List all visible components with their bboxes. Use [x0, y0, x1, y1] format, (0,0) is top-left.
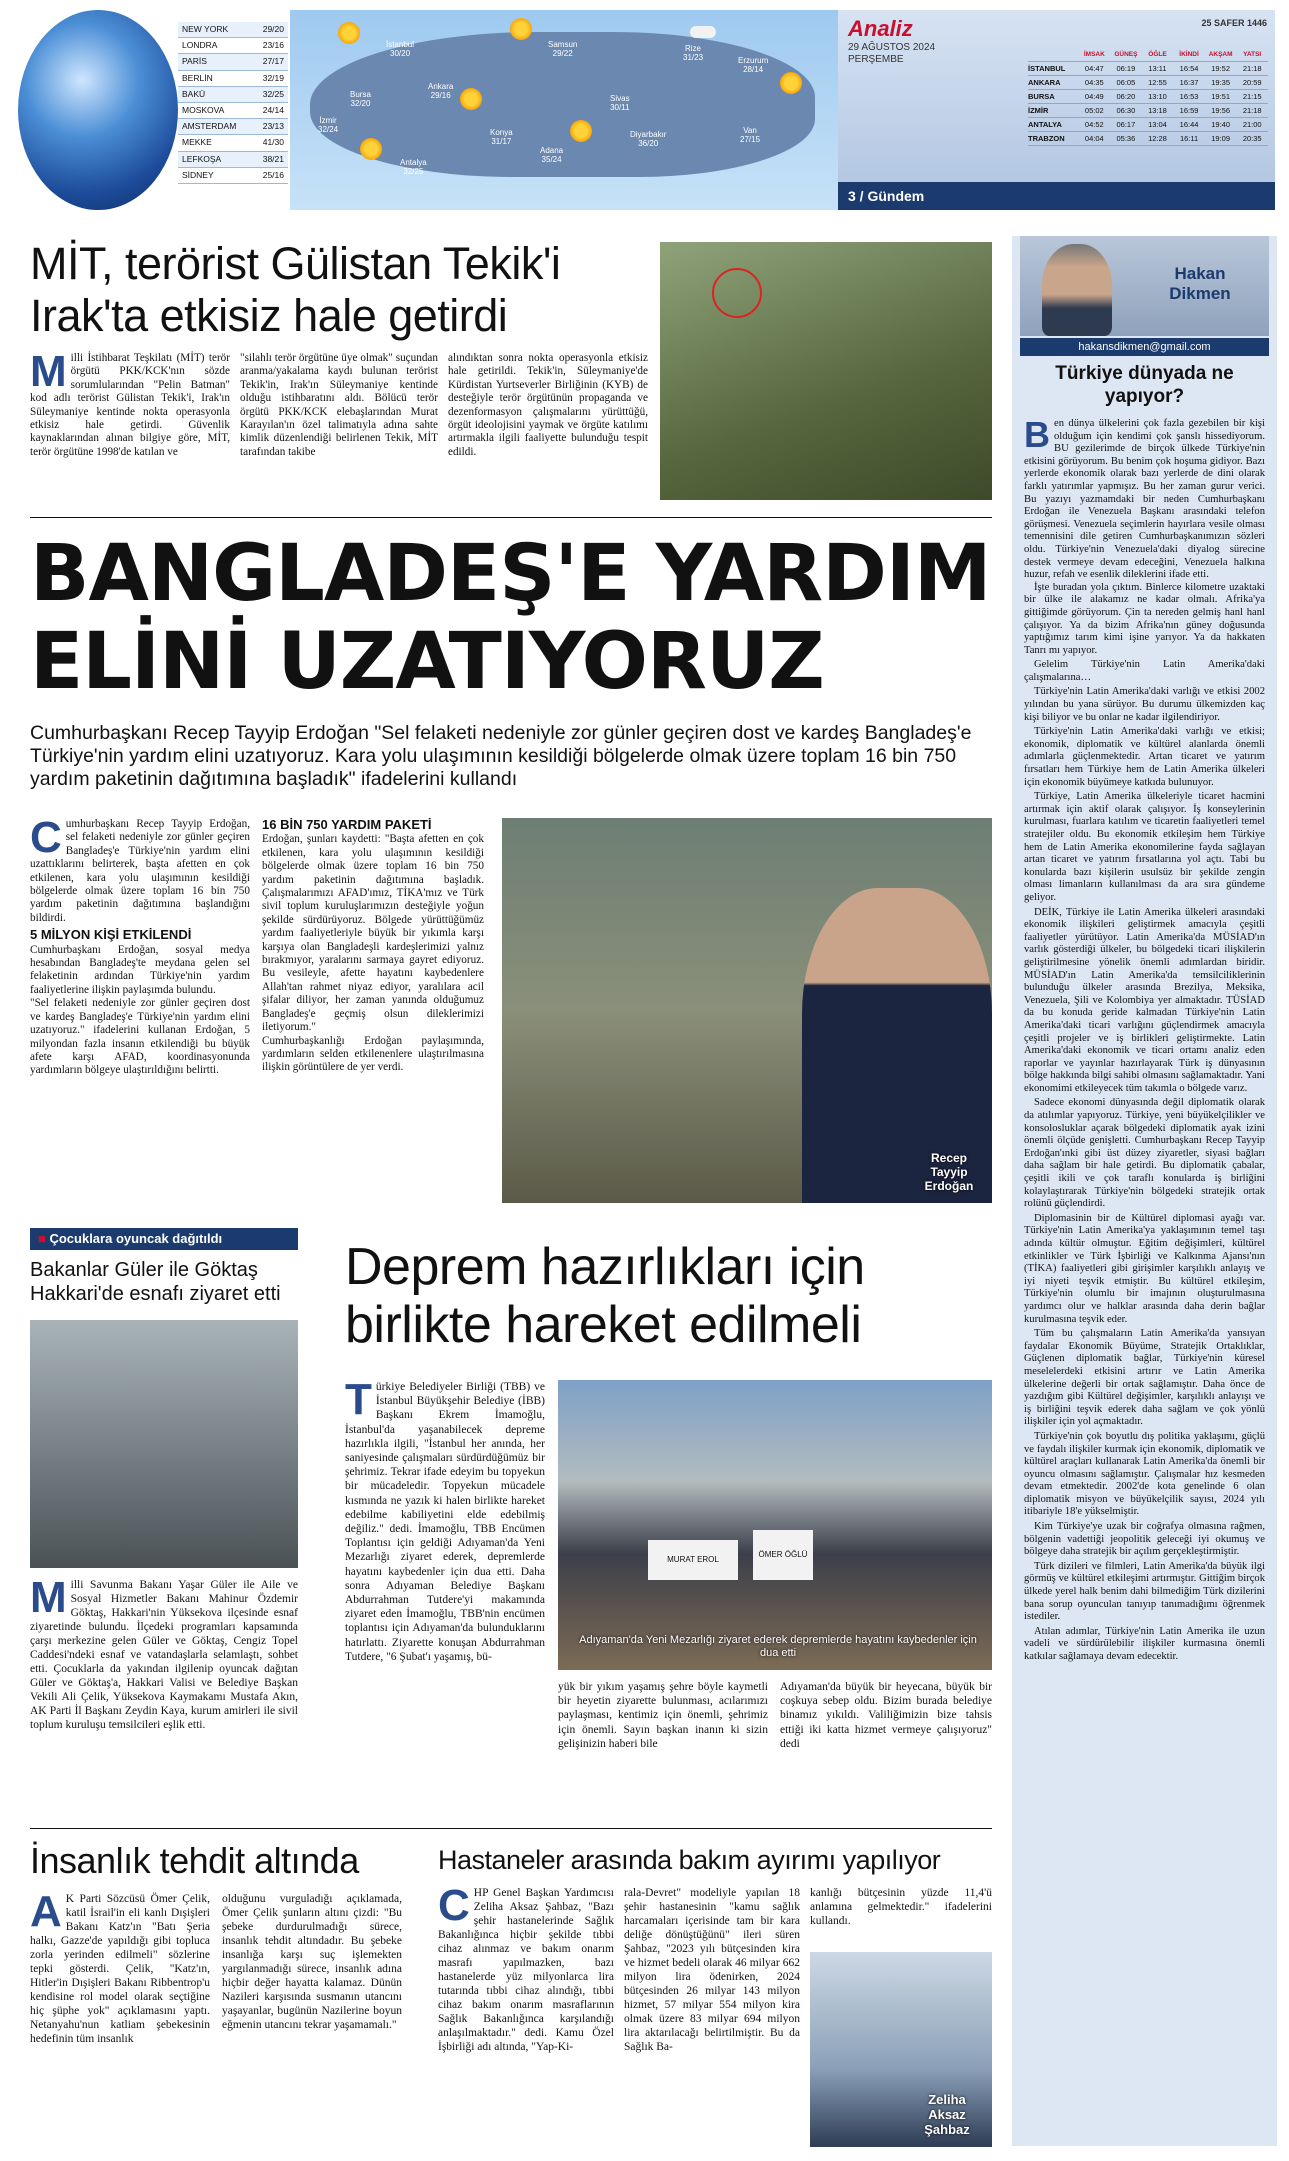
prayer-row: İZMİR 05:02 06:30 13:18 16:59 19:56 21:18 [1028, 104, 1268, 118]
guler-tag: ■ Çocuklara oyuncak dağıtıldı [30, 1228, 298, 1250]
mit-col3: alındıktan sonra nokta operasyonla etkisiz hale getirildi. Tekik'in, Süleymaniye'de Kürdistan Yurtseverler Birliğinin (KYB) de desteğiyle terör örgütünün propaganda ve dezenformasyon çalışmalarını yürüttüğü, örgüt ideolojisini yaymak ve örgüte katılımı artırmakla ilgili faaliyette bulunduğu tespit edildi. [448, 352, 648, 458]
sun-icon [510, 18, 532, 40]
map-city: Sivas 30/11 [610, 94, 630, 112]
newspaper-logo: Analiz [848, 16, 913, 41]
divider [30, 1828, 992, 1829]
bullet-icon: ■ [38, 1231, 50, 1246]
map-city: Bursa 32/20 [350, 90, 371, 108]
deprem-col1: Türkiye Belediyeler Birliği (TBB) ve İstanbul Büyükşehir Belediye (İBB) Başkanı Ekrem İmamoğlu, İstanbul'da yaşanabilecek depreme hazırlıkla ilgili, "İstanbul her anında, her saniyesinde çalışmaları sürdürdüğümüz bir şehrimiz. Tekrar ifade edeyim bu topyekun bir mücadeledir. Topyekun mücadele kısmında ne yazık ki halen birlikte hareket edebilme kabiliyetini elde edebilmiş değiliz." dedi. İmamoğlu, TBB Encümen Toplantısı için geldiği Adıyaman'da Yeni Mezarlığı ziyaret ederek, depremlerde hayatını kaybedenler için dua etti. Daha sonra Adıyaman Belediye Başkanı Abdurrahman Tutdere'yi makamında ziyaret eden İmamoğlu, TBB'nin encümen toplantısı için Adıyaman'da bulunduklarını hatırlattı. Ziyarette konuşan Abdurrahman Tutdere, "6 Şubat'ı yaşamış, bü- [345, 1375, 545, 1663]
map-city: İstanbul 30/20 [386, 40, 415, 58]
gravestone: MURAT EROL [648, 1540, 738, 1580]
prayer-row: BURSA 04:49 06:20 13:10 16:53 19:51 21:15 [1028, 90, 1268, 104]
drop-cap: M [30, 1573, 67, 1622]
bangladesh-col1: Cumhurbaşkanı Recep Tayyip Erdoğan, sel felaketi nedeniyle zor günler geçiren Bangladeş'e Türkiye'nin yardım elini uzattıklarını belirterek, başta afetten en çok etkilenen, kara yolu ulaşımının kesildiği bölgelerde olmak üzere toplam 16 bin 750 yardım paketinin dağıtımına başlandığını bildirdi. 5 MİLYON KİŞİ ETKİLENDİ Cumhurbaşkanı Erdoğan, sosyal medya hesabından Bangladeş'te meydana gelen sel felaketinin ardından Türkiye'nin yardım faaliyetlerine ilişkin paylaşımda bulundu. "Sel felaketi nedeniyle zor günler geçiren dost ve kardeş Bangladeş'e Türkiye'nin yardım elini uzatıyoruz." ifadelerini kullanan Erdoğan, 5 milyondan fazla insanın etkilendiği bu büyük afete karşı AFAD, koordinasyonunda yardımların bölgeye ulaştırıldığını belirtti. [30, 813, 250, 1077]
section-label: 3 / Gündem [838, 182, 1275, 210]
map-city: Adana 35/24 [540, 146, 564, 164]
hastane-col2: rala-Devret" modeliyle yapılan 18 şehir hastanesinin "kamu sağlık harcamaları içerisinde tam bir kara deliğe dönüştüğünü" ileri süren Şahbaz, "2023 yılı bütçesinden kira ve hizmet bedeli olarak 46 milyar 662 milyon lira ödenirken, 2024 bütçesinden 26 milyar 143 milyon hizmet, 57 milyar 554 milyon kira olmak üzere 83 milyar 694 milyon lira aktarılacağı belirtilmiştir. Bu da Sağlık Ba- [624, 1887, 800, 2053]
drop-cap: B [1024, 414, 1050, 455]
avatar [1042, 244, 1112, 336]
mit-col1: Milli İstihbarat Teşkilatı (MİT) terör örgütü PKK/KCK'nın sözde sorumlularından "Pelin Batman" kod adlı terörist Gülistan Tekik'i, Irak'ın Süleymaniye kentinde nokta operasyonla etkisiz hale getirdi. Güvenlik kaynaklarından alınan bilgiye göre, MİT, terör örgütüne 1998'de katılan ve [30, 347, 230, 458]
city-row: NEW YORK 29/20 [178, 22, 288, 38]
bangladesh-col2: 16 BİN 750 YARDIM PAKETİ Erdoğan, şunları kaydetti: "Başta afetten en çok etkilenen, kara yolu ulaşımının kesildiği bölgelerde olmak üzere toplam 16 bin 750 yardım paketinin dağıtımına başladık. Çalışmalarımızı AFAD'ımız, TİKA'mız ve Türk sivil toplum kuruluşlarımızın desteğiyle yoğun şekilde sürdürüyoruz. Bölgede yürüttüğümüz yardım faaliyetleriyle büyük bir yıkımla karşı karşıya olan Bangladeşli kardeşlerimizi yalnız bırakmıyor, yaralarını sarmaya gayret ediyoruz. Bu vesileyle, afette hayatını kaybedenlere Allah'tan rahmet niyaz ediyor, yaralılara acil şifalar diliyor, her zaman yanında olduğumuz Bangladeş'e geçmiş olsun dileklerimizi iletiyorum." Cumhurbaşkanlığı Erdoğan paylaşımında, yardımların selden etkilenenlere ulaştırılmasına ilişkin görüntülere de yer verdi. [262, 817, 484, 1074]
deprem-col3: Adıyaman'da büyük bir heyecana, büyük bir coşkuya sebep oldu. Bizim burada belediye binamız yıkıldı. Valiliğimizin bize tahsis ettiği iki katta hizmet vermeye çalışıyoruz" dedi [780, 1681, 992, 1750]
city-row: BAKÜ 32/25 [178, 87, 288, 103]
prayer-row: TRABZON 04:04 05:36 12:28 16:11 19:09 20:35 [1028, 132, 1268, 146]
city-row: PARİS 27/17 [178, 54, 288, 70]
city-row: MOSKOVA 24/14 [178, 103, 288, 119]
drop-cap: C [438, 1881, 470, 1930]
cloud-icon [690, 26, 716, 38]
sun-icon [570, 120, 592, 142]
guler-body: Milli Savunma Bakanı Yaşar Güler ile Aile ve Sosyal Hizmetler Bakanı Mahinur Özdemir Göktaş, Hakkari'nin Yüksekova ilçesinde esnaf ziyaretinde bulundu. İlçedeki programları kapsamında çarşı merkezine gelen Güler ve Göktaş, Cengiz Topel Caddesi'ndeki esnaf ve vatandaşlarla selamlaştı, sohbet etti. Çocuklarla da yakından ilgilenip oyuncak dağıtan Güler ve Göktaş'a, Hakkari Valisi ve Belediye Başkan Vekili Ali Çelik, Yüksekova Kaymakamı Mustafa Akın, AK Parti İl Başkanı Zeydin Kaya, kurum amirleri ile sivil toplum kuruluşu temsilcileri eşlik etti. [30, 1573, 298, 1731]
map-city: Erzurum 28/14 [738, 56, 769, 74]
divider [30, 517, 992, 518]
drop-cap: C [30, 813, 62, 862]
drop-cap: M [30, 347, 67, 396]
city-row: LONDRA 23/16 [178, 38, 288, 54]
sahbaz-photo [810, 1952, 992, 2147]
prayer-row: ANTALYA 04:52 06:17 13:04 16:44 19:40 21:00 [1028, 118, 1268, 132]
flood-erdogan-photo [502, 818, 992, 1203]
photo-caption: Recep Tayyip Erdoğan [924, 1151, 974, 1193]
prayer-times-panel [838, 10, 1275, 210]
city-row: LEFKOŞA 38/21 [178, 152, 288, 168]
ministers-photo [30, 1320, 298, 1568]
issue-date: 29 AĞUSTOS 2024 PERŞEMBE [848, 42, 936, 65]
mit-headline: MİT, terörist Gülistan Tekik'i Irak'ta etkisiz hale getirdi [30, 238, 561, 341]
city-row: BERLİN 32/19 [178, 71, 288, 87]
hastane-col3: kanlığı bütçesinin yüzde 11,4'ü anlamına gelmektedir." ifadelerini kullandı. [810, 1887, 992, 1927]
cemetery-photo [558, 1380, 992, 1670]
mit-col2: "silahlı terör örgütüne üye olmak" suçundan aranma/yakalama kaydı bulunan terörist Tekik'in, Irak'ın Süleymaniye kentinde olduğu istihbaratını aldı. Bölücü terör örgütü PKK/KCK elebaşlarından Murat Karayılan'ın özel talimatıyla adına sahte kimlik düzenlendiği belirlenen Tekik, MİT tarafından takibe [240, 352, 438, 458]
city-row: MEKKE 41/30 [178, 135, 288, 151]
deprem-col2: yük bir yıkım yaşamış şehre böyle kaymetli bir heyetin ziyarette bulunması, acılarımızı paylaşması, kentimiz için önemli, şehrimiz için önemli. Sayın başkan inanın ki sizin gelişinizin haberi bile [558, 1681, 768, 1750]
photo-caption: Zeliha Aksaz Şahbaz [924, 2092, 970, 2137]
map-city: İzmir 32/24 [318, 116, 339, 134]
insanlik-col1: A K Parti Sözcüsü Ömer Çelik, katil İsrail'in eli kanlı Dışişleri Bakanı Katz'ın "Batı Şeria halkı, Gazze'de yapıldığı gibi topluca zorla yerinden edilmeli" sözlerine tepki gösterdi. Çelik, "Katz'ın, Hitler'in Dışişleri Bakanı Ribbentrop'u kendisine rol model olarak seçtiğine hiç şüphe yok" açıklamasını yaptı. Netanyahu'nun katliam şebekesinin hedefinin tüm insanlık [30, 1887, 210, 2045]
masthead [18, 10, 1275, 210]
turkey-weather-map [290, 10, 838, 210]
columnist-email: hakansdikmen@gmail.com [1020, 338, 1269, 356]
column-title: Türkiye dünyada ne yapıyor? [1055, 363, 1234, 407]
drop-cap: A [30, 1887, 62, 1936]
world-weather-table [178, 22, 288, 184]
map-city: Antalya 32/25 [400, 158, 427, 176]
bangladesh-headline: BANGLADEŞ'E YARDIM ELİNİ UZATIYORUZ [30, 529, 991, 707]
hijri-date: 25 SAFER 1446 [1201, 18, 1267, 28]
deprem-headline: Deprem hazırlıkları için birlikte hareket edilmeli [345, 1238, 865, 1354]
globe-icon [18, 10, 178, 210]
sun-icon [780, 72, 802, 94]
subheading: 5 MİLYON KİŞİ ETKİLENDİ [30, 927, 192, 943]
sun-icon [460, 88, 482, 110]
hastane-col1: CHP Genel Başkan Yardımcısı Zeliha Aksaz Şahbaz, "Bazı şehir hastanelerinde Sağlık Bakanlığınca hiçbir şekilde tıbbi cihaz alınmaz ve bakım onarım masrafı yapılmazken, bazı hastanelerde yüz milyonlarca lira tutarında tıbbi cihaz alındığı, tıbbi cihaz bakım onarım masraflarının Sağlık Bakanlığınca karşılandığı anlaşılmaktadır." dedi. Kamu Özel İşbirliği adı altında, "Yap-Ki- [438, 1881, 614, 2053]
city-row: SİDNEY 25/16 [178, 168, 288, 184]
map-city: Rize 31/23 [683, 44, 704, 62]
map-city: Konya 31/17 [490, 128, 513, 146]
map-city: Van 27/15 [740, 126, 761, 144]
map-city: Samsun 29/22 [548, 40, 578, 58]
prayer-row: ANKARA 04:35 06:05 12:55 16:37 19:35 20:59 [1028, 76, 1268, 90]
bangladesh-spot: Cumhurbaşkanı Recep Tayyip Erdoğan "Sel felaketi nedeniyle zor günler geçiren dost ve kardeş Bangladeş'e Türkiye'nin yardım elini uzatıyoruz. Kara yolu ulaşımının kesildiği bölgelerde olmak üzere toplam 16 bin 750 yardım paketinin dağıtımına başladık" ifadelerini kullandı [30, 722, 972, 790]
prayer-times-table [1028, 48, 1268, 146]
drop-cap: T [345, 1375, 372, 1424]
photo-caption: Adıyaman'da Yeni Mezarlığı ziyaret ederek depremlerde hayatını kaybedenler için dua etti [579, 1634, 977, 1659]
gravestone: ÖMER ÖĞLÜ [753, 1530, 813, 1580]
city-row: AMSTERDAM 23/13 [178, 119, 288, 135]
map-city: Ankara 29/16 [428, 82, 454, 100]
hastane-headline: Hastaneler arasında bakım ayırımı yapılıyor [438, 1845, 941, 1875]
insanlik-headline: İnsanlık tehdit altında [30, 1840, 359, 1881]
columnist-panel [1012, 236, 1277, 2146]
highlight-circle [712, 268, 762, 318]
insanlik-col2: olduğunu vurguladığı açıklamada, Ömer Çelik şunların altını çizdi: "Bu şebeke durdurulmadığı sürece, insanlık tehdit altındadır. Bu şebeke insanlığa karşı suç işlemekten yargılanmadığı sürece, insanlık adına hiçbir değer hayatta kalamaz. Dünün Nazileri karşısında susmanın utancını yaşayanlar, bugünün Nazilerine boyun eğmenin utancını tekrar yaşamamalı." [222, 1893, 402, 2031]
columnist-name: Hakan Dikmen [1169, 264, 1231, 303]
columnist-photo [1020, 236, 1269, 336]
subheading: 16 BİN 750 YARDIM PAKETİ [262, 817, 432, 832]
map-city: Diyarbakır 36/20 [630, 130, 667, 148]
guler-headline: Bakanlar Güler ile Göktaş Hakkari'de esnafı ziyaret etti [30, 1259, 281, 1305]
column-body: Ben dünya ülkelerini çok fazla gezebilen bir kişi olduğum için kendimi çok şanslı hissediyorum. BU gezilerimde de birçok ülkede Türkiye'nin etkisini görüyorum. Bu benim çok hoşuma gidiyor. Bazı yerlerde ekonomik olarak bazı yerlerde de dini olarak farklı yatırımlar yapmışız. Bu her zaman gurur verici. Bu yazıyı yazmamdaki bir neden Cumhurbaşkanı Erdoğan ile Venezuela Başkanı arasındaki telefon görüşmesi. Venezuela seçimlerin hayırlara vesile olması temennisini dile getiren Cumhurbaşkanımızın sözleri oldu. Türkiye'nin Venezuela'daki diyalog sürecine destek vermeye devam edeceğini, Venezuela halkına huzur, refah ve esenlik dileklerini ifade etti. İşte buradan yola çıktım. Binlerce kilometre uzaktaki bir ülke ile alakamız ne kadar olmalı. Afrika'ya gittiğimde görüyorum. Çin ta nereden gelmiş hanl hanl çalışıyor. Ya da bizim Afrika'nın güney doğusunda yaptığımız tarım kimi işine yarıyor. Ya da hakkaten Tanrı mı yapıyor. Gelelim Türkiye'nin Latin Amerika'daki çalışmalarına… Türkiye'nin Latin Amerika'daki varlığı ve etkisi 2002 yılından bu yana sürüyor. Bu durumu ülkemizden kaç kişi biliyor ve bu onlar ne kadar ilgilendiriyor. Türkiye'nin Latin Amerika'daki varlığı ve etkisi; ekonomik, diplomatik ve kültürel alanlarda önemli adımlarla güçlenmektedir. Artan ticaret ve yatırım fırsatları hem Türkiye hem de Latin Amerika ülkeleri için ekonomik büyümeye katkıda bulunuyor. Türkiye, Latin Amerika ülkeleriyle ticaret hacmini artırmak için aktif olarak çalışıyor. İş konseylerinin kurulması, fuarlara katılım ve ticaretin faaliyetleri temel stratejiler oldu. Bu ekonomik etkileşim hem Türkiye hem de Latin Amerika ekonomilerine fayda sağlayan artan ticaret ve yatırım fırsatlarına yol açtı. Tabi bu konularda bazı kişilerin usulsüz bir şekilde zengin olması limanların kullanılması da ara sıra gündeme geliyor. DEİK, Türkiye ile Latin Amerika ülkeleri arasındaki ekonomik ilişkileri geliştirmek amacıyla çeşitli faaliyetler yürütüyor. Latin Amerika'da MÜSİAD'ın varlık gösterdiği ülkeler, bu bölgedeki ticari ilişkilerin geliştirilmesine yönelik önemli adımlardan biridir. MÜSİAD'ın Latin Amerika'da temsilciliklerinin bulunduğu ülkeler arasında Brezilya, Meksika, Venezuela, Şili ve Kolombiya yer almaktadır. TÜSİAD da bu konuda geride kalmadan Türkiye'nin Latin Amerika'daki ticari varlığını güçlendirmek amacıyla çeşitli projeler ve iş birlikleri geliştirmekte. Latin Amerika'daki ekonomik ve ticari ortamı analiz eden raporlar ve yayınlar hazırlayarak Türk iş dünyasının bölge hakkında bilgi sahibi olmasını sağlamaktadır. Yani ekonomimi etkileyecek tüm takımla o bölgede varız. Sadece ekonomi dünyasında değil diplomatik olarak da atılımlar yapıyoruz. Türkiye, yeni büyükelçilikler ve konsolosluklar açarak bölgedeki diplomatik ayak izini önemli ölçüde genişletti. Cumhurbaşkanı Recep Tayyip Erdoğan'ınki gibi üst düzey ziyaretler, siyasi bağları daha sağlam bir hale getirdi. Bu diplomatik çabalar, çeşitli ikili ve çok taraflı konularda iş birliğini kolaylaştırarak Türkiye'nin bölgedeki stratejik ortak rolünü güçlendirdi. Diplomasinin bir de Kültürel diplomasi ayağı var. Türkiye'nin Latin Amerika'ya yaklaşımının temel taşı adında kültür olmuştur. Eğitim değişimleri, kültürel etkinlikler ve Türk İşbirliği ve Kalkınma Ajansı'nın (TİKA) faaliyetleri gibi girişimler karşılıklı anlayış ve iyi niyeti teşvik etmiştir. Bu kültürel etkileşim, Türkiye'nin olumlu bir imajının oluşturulmasına yardımcı olur ve halklar arasında daha derin bağlar kurulmasına teşvik eder. Tüm bu çalışmaların Latin Amerika'da yansıyan faydalar Ekonomik Büyüme, Stratejik Ortaklıklar, Güçlenen diplomatik bağlar, Türkiye'nin küresel meselelerdeki etkisini artırır ve Latin Amerika ülkelerine değerli bir ortak sağlamıştır. Daha önce de yazdığım gibi Kültürel değişimler, karşılıklı anlayışı ve iş birliğini teşvik ederek daha sağlam ve çok yönlü ilişkiler için yol açmaktadır. Türkiye'nin çok boyutlu dış politika yaklaşımı, güçlü ve faydalı ilişkiler kurmak için ekonomik, diplomatik ve kültürel araçları kullanarak Latin Amerika'da önemli bir oyuncu olmasını sağlamıştır. Çalışmalar hız kesmeden devam etmektedir. 2002'de kota genelinde 6 olan diplomatik misyon ve büyükelçilik sayısı, 2024 yılı itibariyle 18'e yükselmiştir. Kim Türkiye'ye uzak bir coğrafya olmasına rağmen, bölgenin vadettiği jeopolitik geleceği iyi okumuş ve bölgeye daha stratejik bir açılım gerçekleştirmiştir. Türk dizileri ve filmleri, Latin Amerika'da büyük ilgi görmüş ve kültürel etkileşimi artırmıştır. Gittiğim birçok ülkede yerel halk benim dahi bilmediğim Türk dizilerini bana sorup oyunculan tanıyıp tanımadığımı öğrenmek istediler. Atılan adımlar, Türkiye'nin Latin Amerika ile uzun vadeli ve sürdürülebilir ilişkiler kurmasına önemli katkılar sağlamaya devam edecektir. [1024, 414, 1265, 1662]
sun-icon [338, 22, 360, 44]
prayer-header-row: İMSAK GÜNEŞ ÖĞLE İKİNDİ AKŞAM YATSI [1028, 48, 1268, 62]
militants-photo [660, 242, 992, 500]
sun-icon [360, 138, 382, 160]
prayer-row: İSTANBUL 04:47 06:19 13:11 16:54 19:52 21:18 [1028, 62, 1268, 76]
